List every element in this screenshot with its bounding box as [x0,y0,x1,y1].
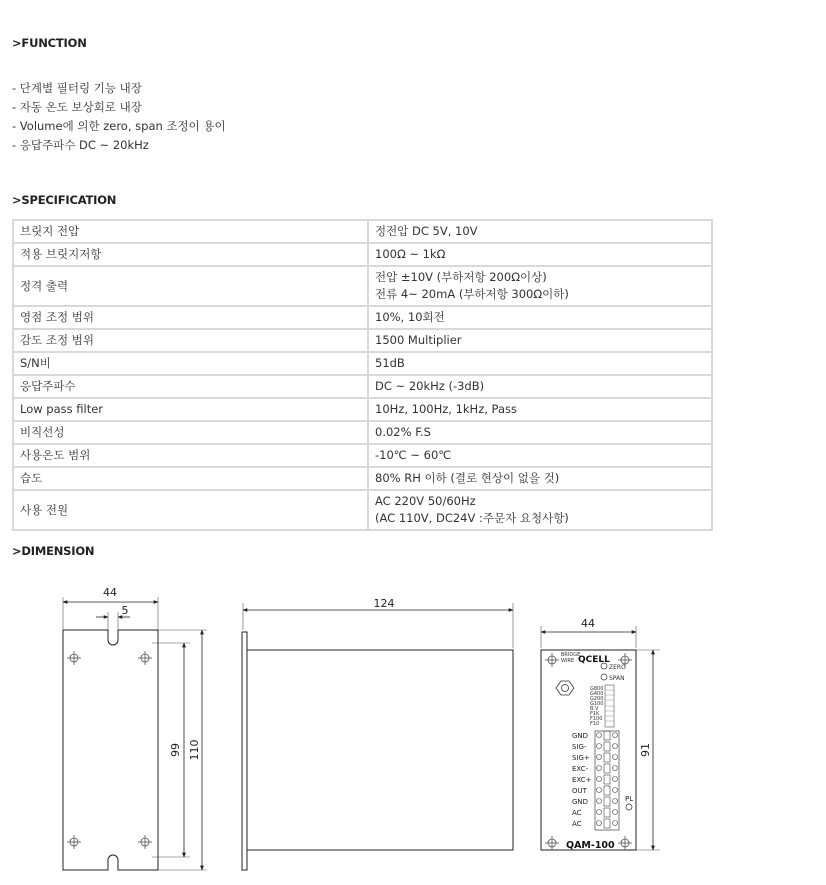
function-header: >FUNCTION [12,36,87,50]
spec-key: 정격 출력 [13,266,368,306]
spec-value: -10℃ ~ 60℃ [368,444,712,467]
spec-value: DC ~ 20kHz (-3dB) [368,375,712,398]
screw-icon [67,651,81,665]
pilot-lamp-icon [626,804,632,810]
spec-value: 정전압 DC 5V, 10V [368,220,712,243]
dim-front-height: 110 [188,739,201,761]
model-label: QAM-100 [566,840,615,851]
table-row [13,467,712,490]
table-row [13,375,712,398]
list-item: - 자동 온도 보상회로 내장 [12,100,142,114]
spec-key: 비직선성 [13,421,368,444]
zero-label: ZERO [609,664,626,671]
spec-value: 100Ω ~ 1kΩ [368,243,712,266]
spec-key: 영점 조정 범위 [13,306,368,329]
spec-key: 적용 브릿지저항 [13,243,368,266]
spec-value: 10%, 10회전 [368,306,712,329]
terminal-label: AC [572,809,582,817]
spec-value: 51dB [368,352,712,375]
filter-label: F1K [590,711,600,717]
spec-key: Low pass filter [13,398,368,421]
table-row [13,306,712,329]
spec-key: 습도 [13,467,368,490]
panel-view [541,617,660,851]
brand-logo: QCELL [578,655,610,665]
terminal-label: GND [572,732,589,740]
dim-panel-height: 91 [639,743,652,757]
terminal-label: EXC- [572,765,589,773]
side-view [242,597,513,870]
filter-label: G400 [590,691,604,697]
filter-label: B.V [590,706,599,712]
table-row [13,444,712,467]
spec-key: 응답주파수 [13,375,368,398]
table-row [13,490,712,530]
dim-front-slot: 5 [121,604,129,617]
screw-icon [618,836,632,850]
dim-front-pitch: 99 [169,743,182,757]
spec-value: AC 220V 50/60Hz (AC 110V, DC24V :주문자 요청사항) [368,490,712,530]
screw-icon [545,836,559,850]
specification-header: >SPECIFICATION [12,193,117,207]
spec-value: 전압 ±10V (부하저항 200Ω이상) 전류 4~ 20mA (부하저항 300Ω이하) [368,266,712,306]
front-view [63,586,207,870]
list-item: - 응답주파수 DC ~ 20kHz [12,138,149,152]
screw-icon [67,835,81,849]
spec-key: 사용 전원 [13,490,368,530]
span-knob-icon [601,674,607,680]
terminal-label: AC [572,820,582,828]
terminal-label: SIG+ [572,754,590,762]
dimension-drawing [0,570,826,885]
table-row [13,398,712,421]
table-row [13,421,712,444]
spec-value: 1500 Multiplier [368,329,712,352]
filter-label: G800 [590,686,604,692]
screw-icon [138,835,152,849]
terminal-block [595,731,619,830]
terminal-label: EXC+ [572,776,592,784]
dim-front-width: 44 [103,586,117,599]
table-row [13,243,712,266]
terminal-label: OUT [572,787,587,795]
list-item: - Volume에 의한 zero, span 조정이 용이 [12,119,226,133]
terminal-label: GND [572,798,589,806]
spec-value: 80% RH 이하 (결로 현상이 없을 것) [368,467,712,490]
dim-panel-width: 44 [581,617,595,630]
terminal-label: SIG- [572,743,587,751]
filter-label: F10 [590,721,600,727]
pl-label: PL [625,795,634,803]
spec-value: 10Hz, 100Hz, 1kHz, Pass [368,398,712,421]
filter-label: G200 [590,696,604,702]
filter-label: F100 [590,716,603,722]
spec-key: S/N비 [13,352,368,375]
table-row [13,329,712,352]
table-row [13,352,712,375]
screw-icon [138,651,152,665]
specification-table [12,219,713,531]
spec-key: 감도 조정 범위 [13,329,368,352]
spec-value: 0.02% F.S [368,421,712,444]
dimension-header: >DIMENSION [12,544,95,558]
table-row [13,220,712,243]
screw-icon [545,653,559,667]
function-list [12,79,226,155]
list-item: - 단계별 필터링 기능 내장 [12,81,142,95]
table-row [13,266,712,306]
spec-key: 사용온도 범위 [13,444,368,467]
connector-nut-icon [556,681,574,695]
span-label: SPAN [609,675,625,682]
wire-text: WIRE [561,658,575,664]
filter-label: G100 [590,701,604,707]
spec-key: 브릿지 전압 [13,220,368,243]
dim-side-length: 124 [373,597,395,610]
bridge-text: BRIDGE [561,652,581,658]
